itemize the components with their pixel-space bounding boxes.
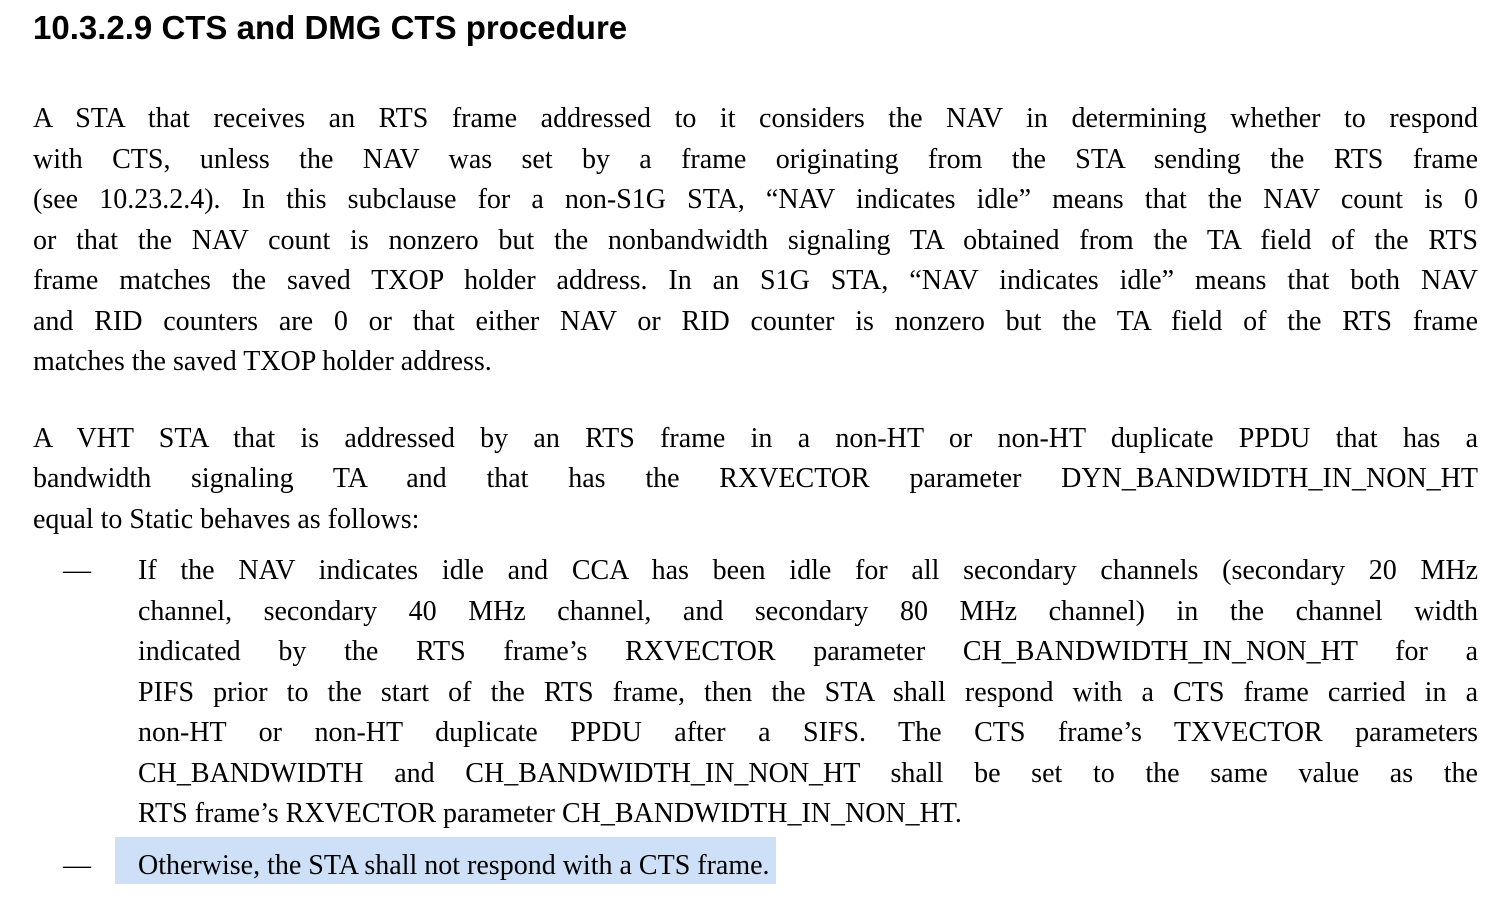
text-line: frame matches the saved TXOP holder address. In an S1G STA, “NAV indicates idle” means that both NAV [33, 265, 1478, 296]
text-line: with CTS, unless the NAV was set by a frame originating from the STA sending the RTS frame [33, 143, 1478, 175]
text-line: RTS frame’s RXVECTOR parameter CH_BANDWIDTH_IN_NON_HT. [138, 798, 962, 829]
text-line: and RID counters are 0 or that either NAV or RID counter is nonzero but the TA field of the RTS frame [33, 305, 1478, 337]
text-line: non-HT or non-HT duplicate PPDU after a SIFS. The CTS frame’s TXVECTOR parameters [138, 717, 1478, 748]
text-line: channel, secondary 40 MHz channel, and secondary 80 MHz channel) in the channel width [138, 595, 1478, 627]
highlighted-list-item [33, 846, 1478, 887]
text-line: matches the saved TXOP holder address. [33, 346, 492, 377]
text-line: (see 10.23.2.4). In this subclause for a non-S1G STA, “NAV indicates idle” means that the NAV count is 0 [33, 184, 1478, 215]
behavior-list [33, 551, 1478, 886]
list-item-body [138, 846, 1478, 887]
text-line: A VHT STA that is addressed by an RTS frame in a non-HT or non-HT duplicate PPDU that has a [33, 422, 1478, 454]
text-line: A STA that receives an RTS frame addressed to it considers the NAV in determining whether to respond [33, 103, 1478, 134]
list-dash-marker: — [63, 555, 91, 586]
paragraph [33, 419, 1478, 541]
text-line: bandwidth signaling TA and that has the RXVECTOR parameter DYN_BANDWIDTH_IN_NON_HT [33, 463, 1478, 494]
list-dash-marker: — [63, 849, 91, 881]
text-line: PIFS prior to the start of the RTS frame, then the STA shall respond with a CTS frame carried in a [138, 676, 1478, 708]
text-line [138, 846, 1478, 887]
text-line: CH_BANDWIDTH and CH_BANDWIDTH_IN_NON_HT shall be set to the same value as the [138, 757, 1478, 789]
body-paragraphs [33, 99, 1478, 540]
list-item [33, 551, 1478, 835]
section-heading: 10.3.2.9 CTS and DMG CTS procedure [33, 9, 628, 46]
text-line: If the NAV indicates idle and CCA has been idle for all secondary channels (secondary 20 MHz [138, 555, 1478, 586]
text-line: or that the NAV count is nonzero but the nonbandwidth signaling TA obtained from the TA field of the RTS [33, 224, 1478, 256]
list-item-body [138, 551, 1478, 835]
paragraph [33, 99, 1478, 383]
text-line: indicated by the RTS frame’s RXVECTOR parameter CH_BANDWIDTH_IN_NON_HT for a [138, 636, 1478, 667]
text-line: equal to Static behaves as follows: [33, 503, 420, 535]
highlighted-text: Otherwise, the STA shall not respond with a CTS frame. [115, 837, 776, 884]
